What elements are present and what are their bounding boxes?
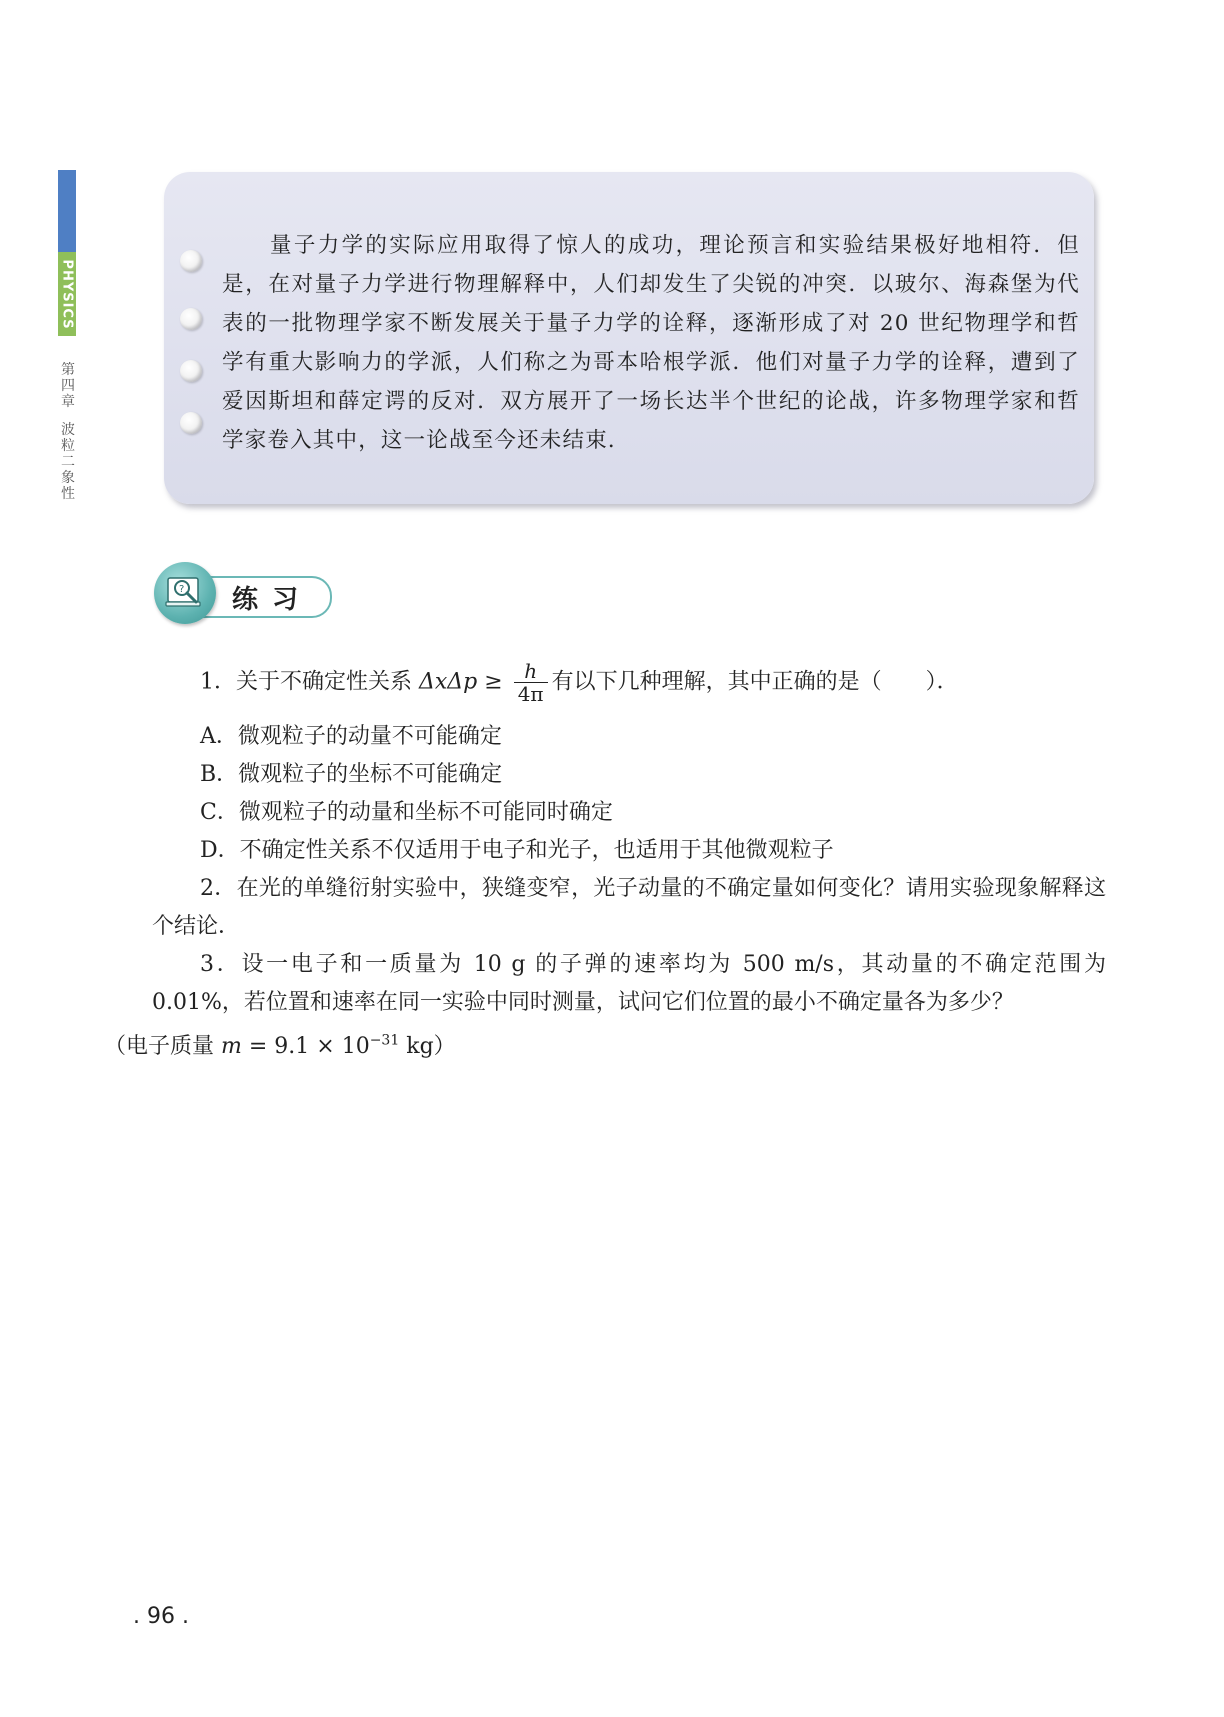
q3-note-mid: = 9.1 × 10 [241,1034,370,1060]
option-c: C．微观粒子的动量和坐标不可能同时确定 [200,800,613,825]
q1-fraction-denominator: 4π [517,682,544,706]
physics-label: PHYSICS [59,258,75,330]
q3-note-prefix: （电子质量 [104,1034,221,1060]
option-d: D．不确定性关系不仅适用于电子和光子，也适用于其他微观粒子 [200,838,834,863]
q3-note [104,1034,456,1059]
q1-fraction [514,660,548,705]
q3-note-var: m [221,1034,242,1060]
q3-note-suffix: kg） [399,1034,456,1060]
chapter-label [60,362,76,502]
question-2: 2．在光的单缝衍射实验中，狭缝变窄，光子动量的不确定量如何变化？请用实验现象解释这个结论． [152,876,1106,939]
page-number: . 96 . [133,1604,189,1629]
option-a: A．微观粒子的动量不可能确定 [200,724,502,749]
physics-label-wrap [57,252,77,336]
binder-ring-icon [180,308,202,330]
q3-note-exp: −31 [369,1033,400,1049]
question-3 [104,946,1106,1066]
magnifier-question-icon [164,572,206,612]
binder-ring-icon [180,360,202,382]
reading-text: 量子力学的实际应用取得了惊人的成功，理论预言和实验结果极好地相符．但是，在对量子力学进行物理解释中，人们却发生了尖锐的冲突．以玻尔、海森堡为代表的一批物理学家不断发展关于量子力学的诠释，逐渐形成了对 20 世纪物理学和哲学有重大影响力的学派，人们称之为哥本哈根学派．他们对量子力学的诠释，遭到了爱因斯坦和薛定谔的反对．双方展开了一场长达半个世纪的论战，许多物理学家和哲学家卷入其中，这一论战至今还未结束． [222,233,1080,453]
q3-main: 3．设一电子和一质量为 10 g 的子弹的速率均为 500 m/s，其动量的不确定范围为 0.01%，若位置和速率在同一实验中同时测量，试问它们位置的最小不确定量各为多少？ [152,952,1106,1015]
q1-prefix: 1．关于不确定性关系 [200,669,419,695]
svg-text:?: ? [179,584,185,595]
binder-ring-icon [180,412,202,434]
exercise-title: 练习 [232,585,313,615]
question-1 [200,660,959,705]
q1-suffix: 有以下几种理解，其中正确的是（ ）． [551,669,959,695]
q1-relation: ΔxΔp ≥ [419,669,503,695]
chapter-title: 波 粒 二 象 性 [61,422,75,502]
option-b: B．微观粒子的坐标不可能确定 [200,762,503,787]
chapter-number: 第 四 章 [61,362,75,410]
q1-fraction-numerator: h [514,660,548,683]
binder-ring-icon [180,250,202,272]
